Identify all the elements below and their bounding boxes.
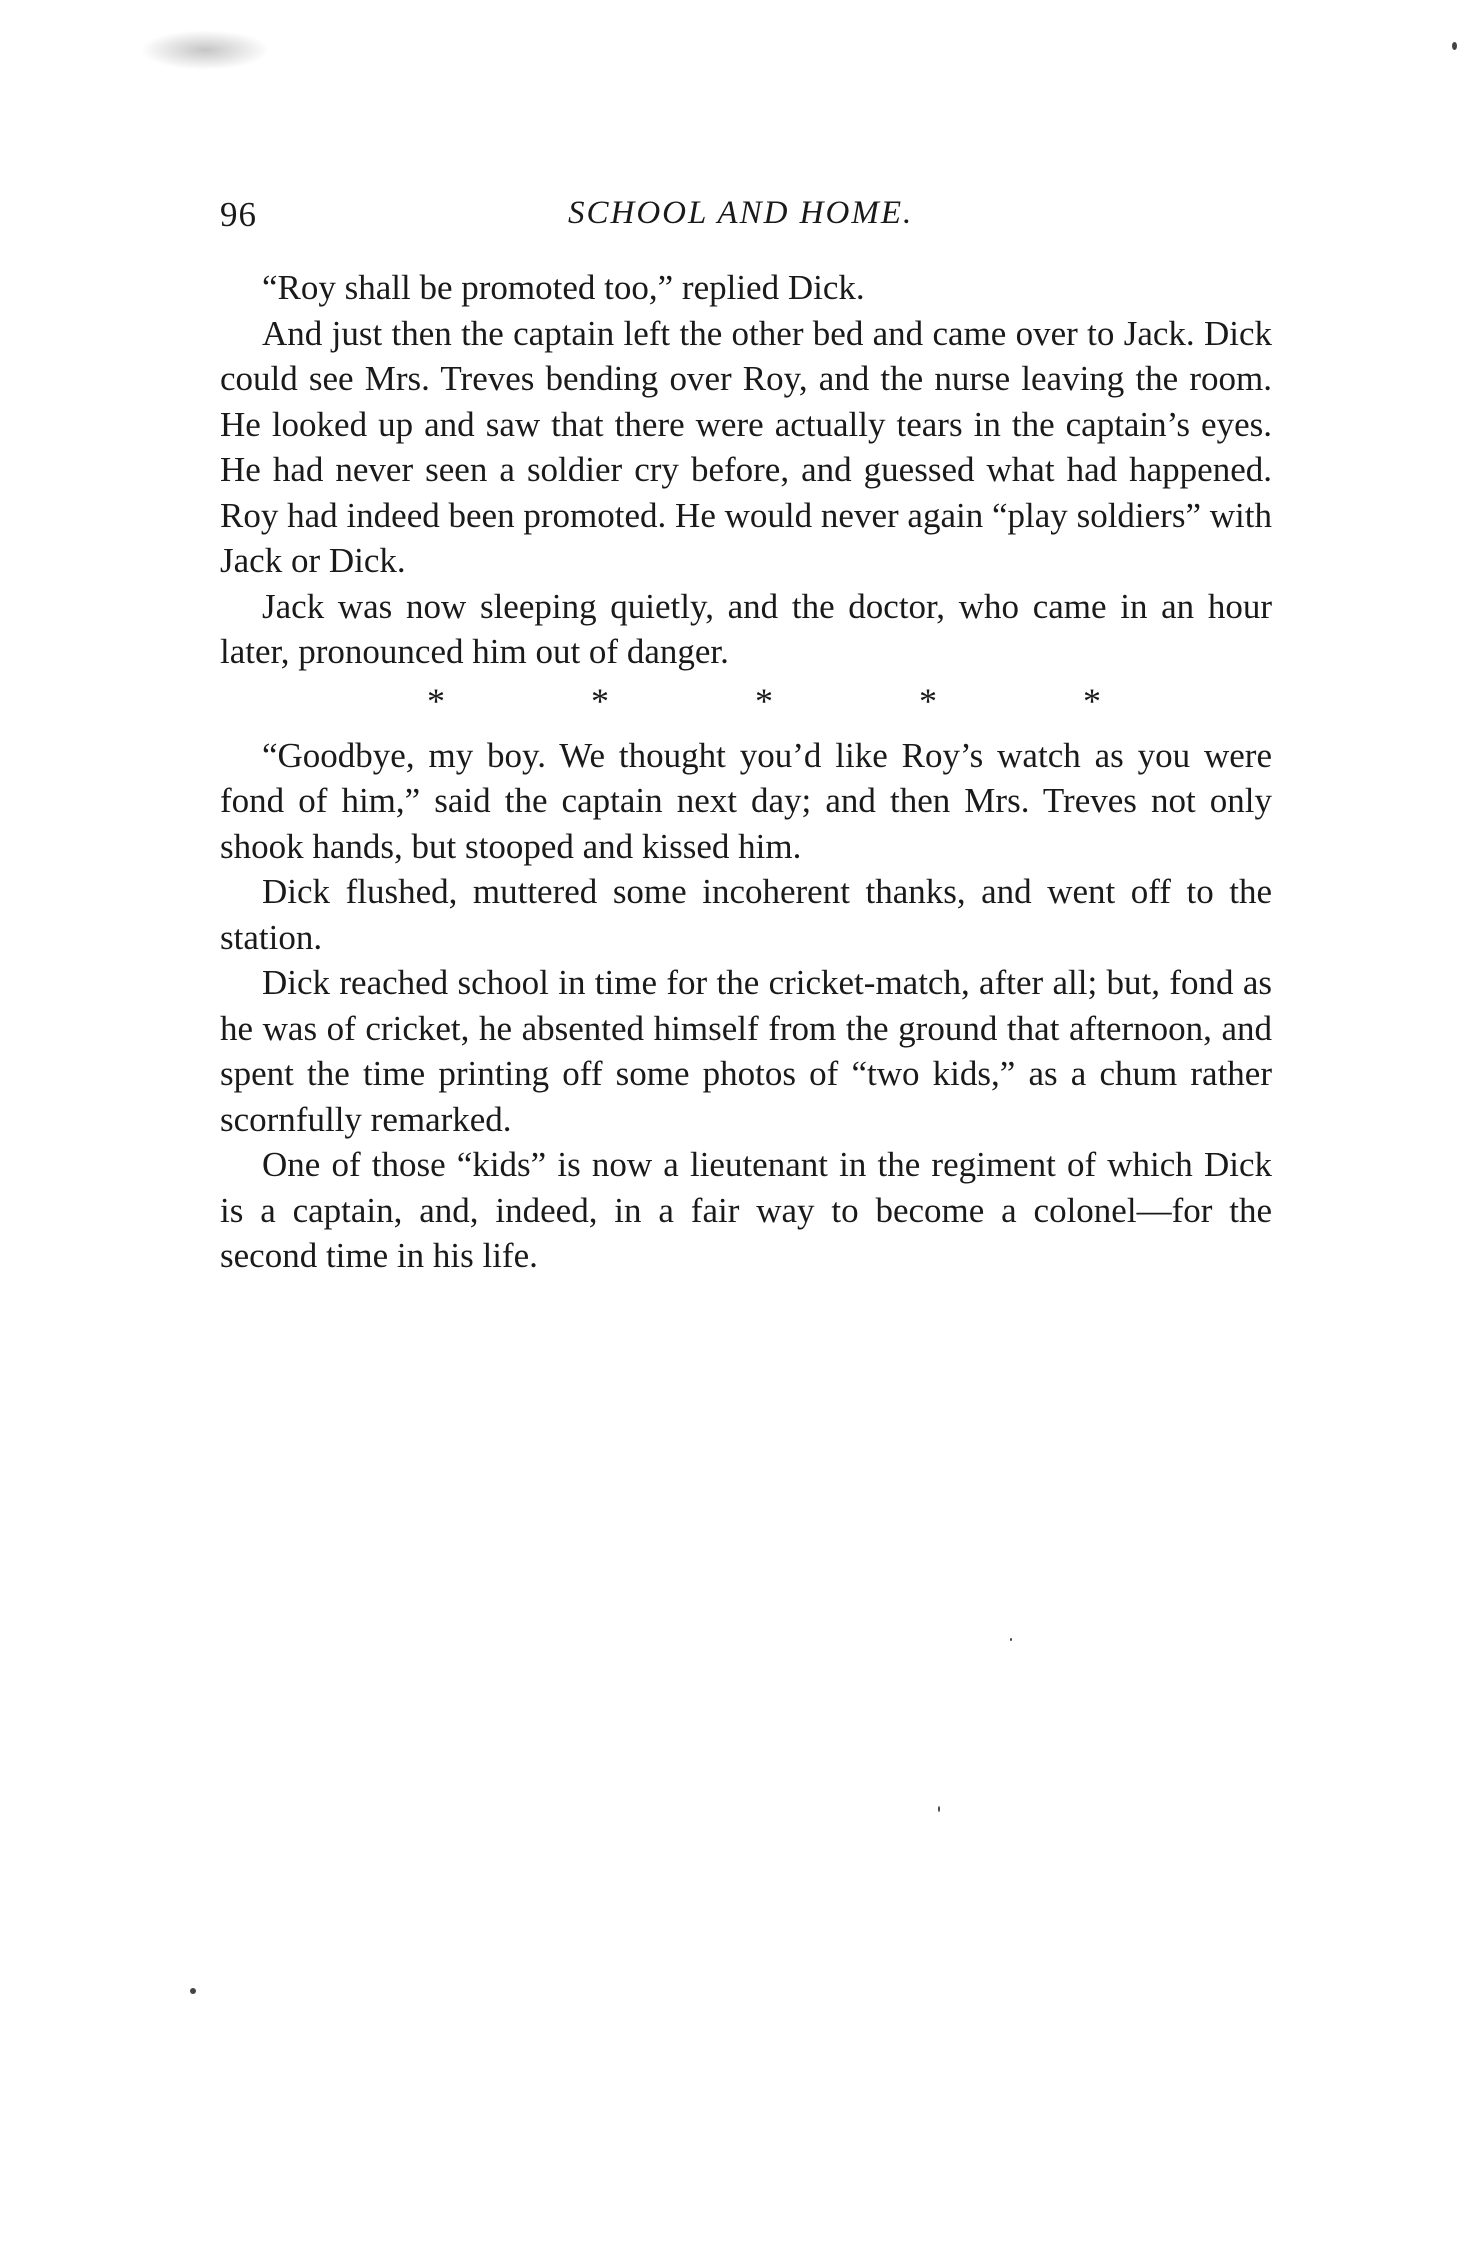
paragraph: “Goodbye, my boy. We thought you’d like Roy’s watch as you were fond of him,” said the captain next day; and then Mrs. Treves not only shook hands, but stooped and kissed him.	[220, 735, 1272, 866]
paragraph: Jack was now sleeping quietly, and the doctor, who came in an hour later, pronounced him out of danger.	[220, 586, 1272, 671]
body-text	[220, 265, 1272, 1279]
paragraph: One of those “kids” is now a lieutenant in the regiment of which Dick is a captain, and, indeed, in a fair way to become a colonel—for the second time in his life.	[220, 1145, 1272, 1275]
asterisk: *	[755, 680, 773, 721]
page-number: 96	[220, 195, 257, 234]
scan-speck	[190, 1988, 196, 1994]
paragraph: And just then the captain left the other bed and came over to Jack. Dick could see Mrs. Treves bending over Roy, and the nurse leaving the room. He looked up and saw that there were actually tears in the captain’s eyes. He had never seen a soldier cry before, and guessed what had happened. Roy had indeed been promoted. He would never again “play soldiers” with Jack or Dick.	[220, 313, 1272, 580]
scan-speck	[1452, 42, 1457, 50]
paragraph: Dick flushed, muttered some incoherent thanks, and went off to the station.	[220, 872, 1272, 957]
scan-speck	[1010, 1638, 1012, 1641]
asterisk: *	[591, 680, 609, 721]
scan-artifact	[140, 30, 270, 70]
paragraph: Dick reached school in time for the cricket-match, after all; but, fond as he was of cricket, he absented himself from the ground that afternoon, and spent the time printing off some photos of “two kids,” as a chum rather scornfully remarked.	[220, 963, 1272, 1139]
running-title: SCHOOL AND HOME.	[568, 195, 914, 231]
asterisk: *	[427, 680, 445, 721]
section-break	[427, 681, 1101, 721]
running-header	[220, 195, 1272, 245]
paragraph: “Roy shall be promoted too,” replied Dick.	[262, 268, 865, 307]
book-page	[220, 195, 1272, 1279]
asterisk: *	[919, 680, 937, 721]
asterisk: *	[1083, 680, 1101, 721]
scan-speck	[938, 1806, 940, 1812]
